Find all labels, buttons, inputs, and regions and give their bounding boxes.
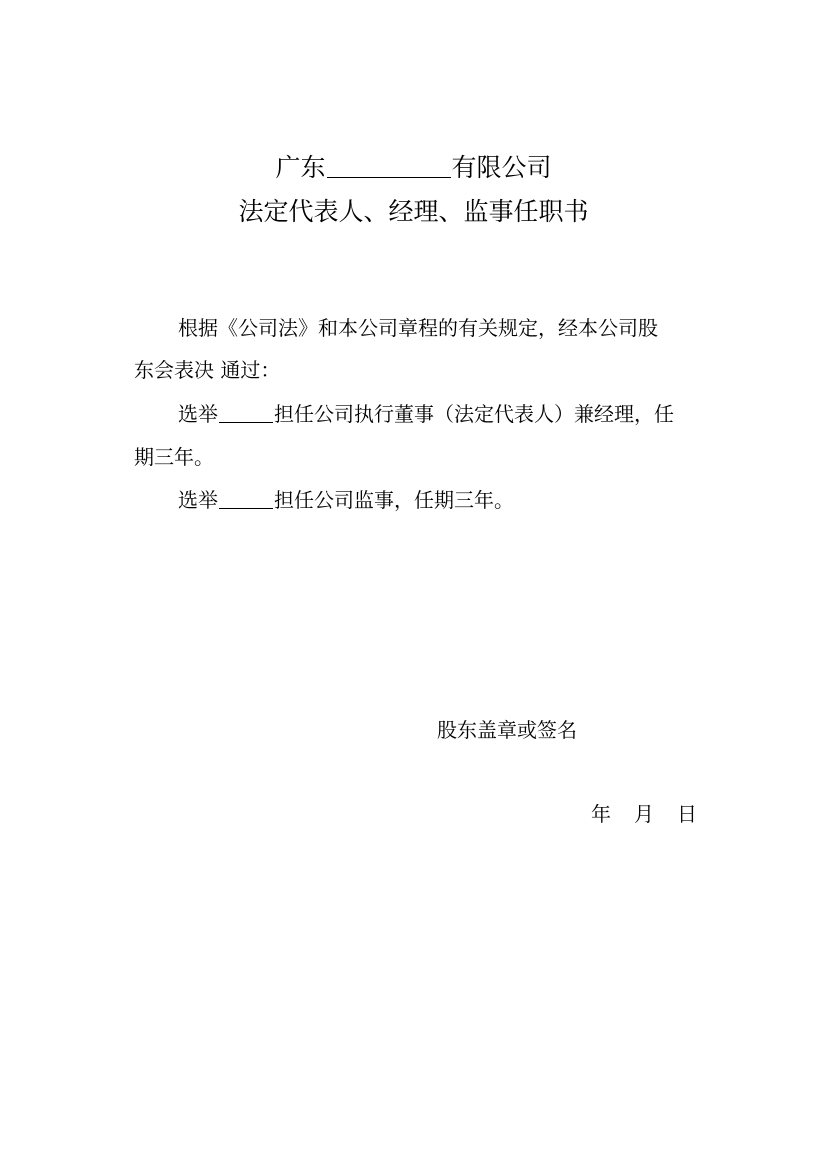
document-title-line-1: [0, 151, 827, 184]
title-suffix: 有限公司: [451, 153, 552, 182]
date-day-label: 日: [677, 802, 697, 826]
signature-label: 股东盖章或签名: [437, 718, 577, 742]
paragraph-1-line-1: 根据《公司法》和本公司章程的有关规定，经本公司股: [178, 316, 658, 340]
company-name-blank: [327, 151, 451, 178]
title-prefix: 广东: [275, 153, 326, 182]
paragraph-3-prefix: 选举: [178, 488, 218, 512]
date-row: [591, 800, 697, 828]
paragraph-3-line-1: [178, 486, 758, 514]
paragraph-2-line-2: 期三年。: [134, 445, 214, 469]
paragraph-1-line-2: 东会表决 通过：: [134, 358, 281, 382]
paragraph-2-prefix: 选举: [178, 402, 218, 426]
paragraph-2-suffix: 担任公司执行董事（法定代表人）兼经理，任: [274, 402, 674, 426]
director-name-blank: [219, 400, 273, 423]
document-title-line-2: 法定代表人、经理、监事任职书: [238, 197, 589, 226]
paragraph-2-line-1: [178, 400, 758, 428]
paragraph-3-suffix: 担任公司监事，任期三年。: [274, 488, 514, 512]
date-month-label: 月: [634, 802, 654, 826]
date-year-label: 年: [591, 802, 611, 826]
supervisor-name-blank: [219, 486, 273, 509]
